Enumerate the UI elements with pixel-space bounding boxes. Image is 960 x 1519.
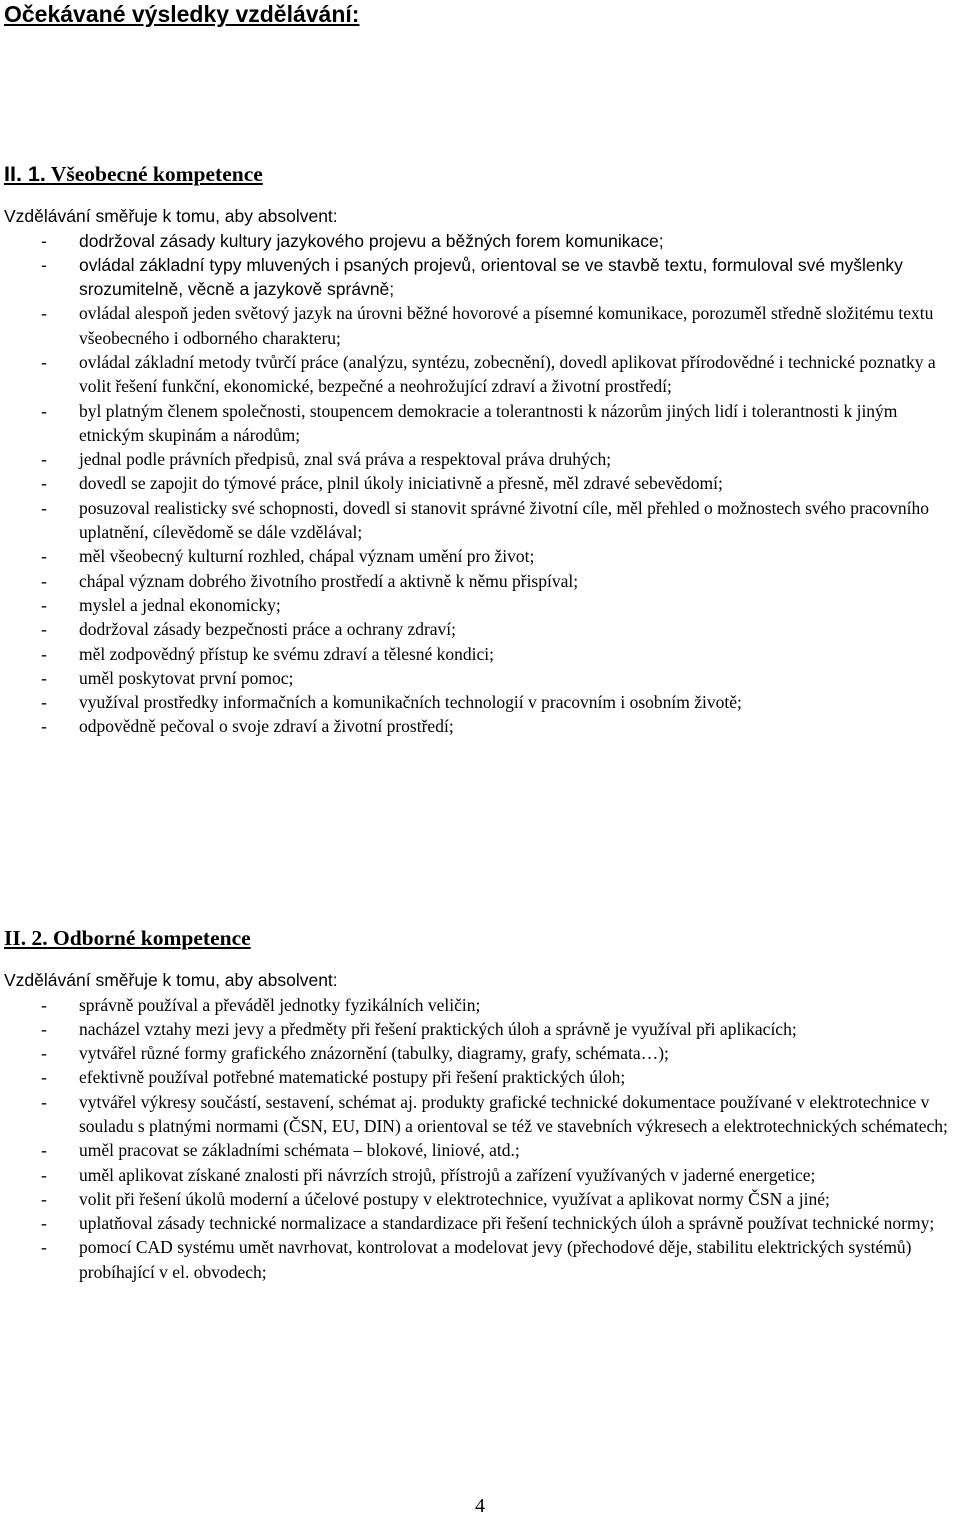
list-item: - dodržoval zásady bezpečnosti práce a ochrany zdraví;: [41, 619, 457, 640]
section-intro: Vzdělávání směřuje k tomu, aby absolvent:: [4, 970, 338, 990]
section-intro: Vzdělávání směřuje k tomu, aby absolvent:: [4, 206, 338, 226]
list-item: - posuzoval realisticky své schopnosti, dovedl si stanovit správné životní cíle, měl přehled o možnostech svého pracovního uplatnění, cílevědomě se dále vzdělával;: [41, 497, 930, 543]
list-item: - myslel a jednal ekonomicky;: [41, 594, 281, 615]
competence-list: [4, 229, 960, 739]
list-item: - správně používal a převáděl jednotky fyzikálních veličin;: [41, 994, 481, 1015]
list-item: - uplatňoval zásady technické normalizace a standardizace při řešení technických úloh a správně používat technické normy;: [41, 1213, 935, 1234]
list-item: - ovládal základní metody tvůrčí práce (analýzu, syntézu, zobecnění), dovedl aplikovat přírodovědné i technické poznatky a volit řešení funkční, ekonomické, bezpečné a neohrožující zdraví a životní prostředí;: [41, 351, 936, 397]
list-item: - dovedl se zapojit do týmové práce, plnil úkoly iniciativně a přesně, měl zdravé sebevědomí;: [41, 473, 723, 494]
list-item: - odpovědně pečoval o svoje zdraví a životní prostředí;: [41, 716, 454, 737]
list-item: - byl platným členem společnosti, stoupencem demokracie a tolerantnosti k názorům jiných lidí i tolerantnosti k jiným etnickým skupinám a národům;: [41, 400, 898, 445]
list-item: - uměl aplikovat získané znalosti při návrzích strojů, přístrojů a zařízení využívaných v jaderné energetice;: [41, 1164, 816, 1185]
list-item: - pomocí CAD systému umět navrhovat, kontrolovat a modelovat jevy (přechodové děje, stabilitu elektrických systémů) probíhající v el. obvodech;: [41, 1237, 912, 1282]
list-item: - efektivně používal potřebné matematické postupy při řešení praktických úloh;: [41, 1067, 626, 1088]
section-heading: [4, 160, 960, 188]
section-number: II. 2.: [4, 926, 48, 950]
list-item: - uměl pracovat se základními schémata – blokové, liniové, atd.;: [41, 1140, 520, 1161]
list-item: - chápal význam dobrého životního prostředí a aktivně k němu přispíval;: [41, 570, 579, 591]
section-heading: [4, 924, 960, 952]
list-item: - uměl poskytovat první pomoc;: [41, 667, 294, 688]
list-item: - dodržoval zásady kultury jazykového projevu a běžných forem komunikace;: [41, 230, 664, 251]
list-item: - vytvářel výkresy součástí, sestavení, schémat aj. produkty grafické technické dokumentace používané v elektrotechnice v souladu s platnými normami (ČSN, EU, DIN) a orientoval se též ve stavebních výkresech a elektrotechnických schématech;: [41, 1091, 948, 1136]
section-title: Odborné kompetence: [52, 926, 251, 950]
list-item: - měl zodpovědný přístup ke svému zdraví a tělesné kondici;: [41, 643, 495, 664]
section-general-competences: [4, 160, 960, 739]
competence-list: [4, 993, 960, 1285]
section-professional-competences: [4, 924, 960, 1284]
list-item: - nacházel vztahy mezi jevy a předměty při řešení praktických úloh a správně je využíval při aplikacích;: [41, 1018, 797, 1039]
list-item: - ovládal alespoň jeden světový jazyk na úrovni běžné hovorové a písemné komunikace, porozuměl středně složitému textu všeobecného i odborného charakteru;: [41, 303, 934, 348]
page-title: Očekávané výsledky vzdělávání:: [4, 1, 360, 27]
page-number: 4: [475, 1495, 485, 1517]
list-item: - ovládal základní typy mluvených i psaných projevů, orientoval se ve stavbě textu, formuloval své myšlenky srozumitelně, věcně a jazykově správně;: [41, 254, 903, 300]
section-number: II. 1.: [4, 162, 46, 186]
list-item: - vytvářel různé formy grafického znázornění (tabulky, diagramy, grafy, schémata…);: [41, 1043, 669, 1064]
list-item: - měl všeobecný kulturní rozhled, chápal význam umění pro život;: [41, 546, 535, 567]
list-item: - využíval prostředky informačních a komunikačních technologií v pracovním i osobním životě;: [41, 692, 742, 713]
list-item: - volit při řešení úkolů moderní a účelové postupy v elektrotechnice, využívat a aplikovat normy ČSN a jiné;: [41, 1188, 830, 1209]
list-item: - jednal podle právních předpisů, znal svá práva a respektoval práva druhých;: [41, 449, 612, 470]
section-title: Všeobecné kompetence: [50, 162, 263, 186]
